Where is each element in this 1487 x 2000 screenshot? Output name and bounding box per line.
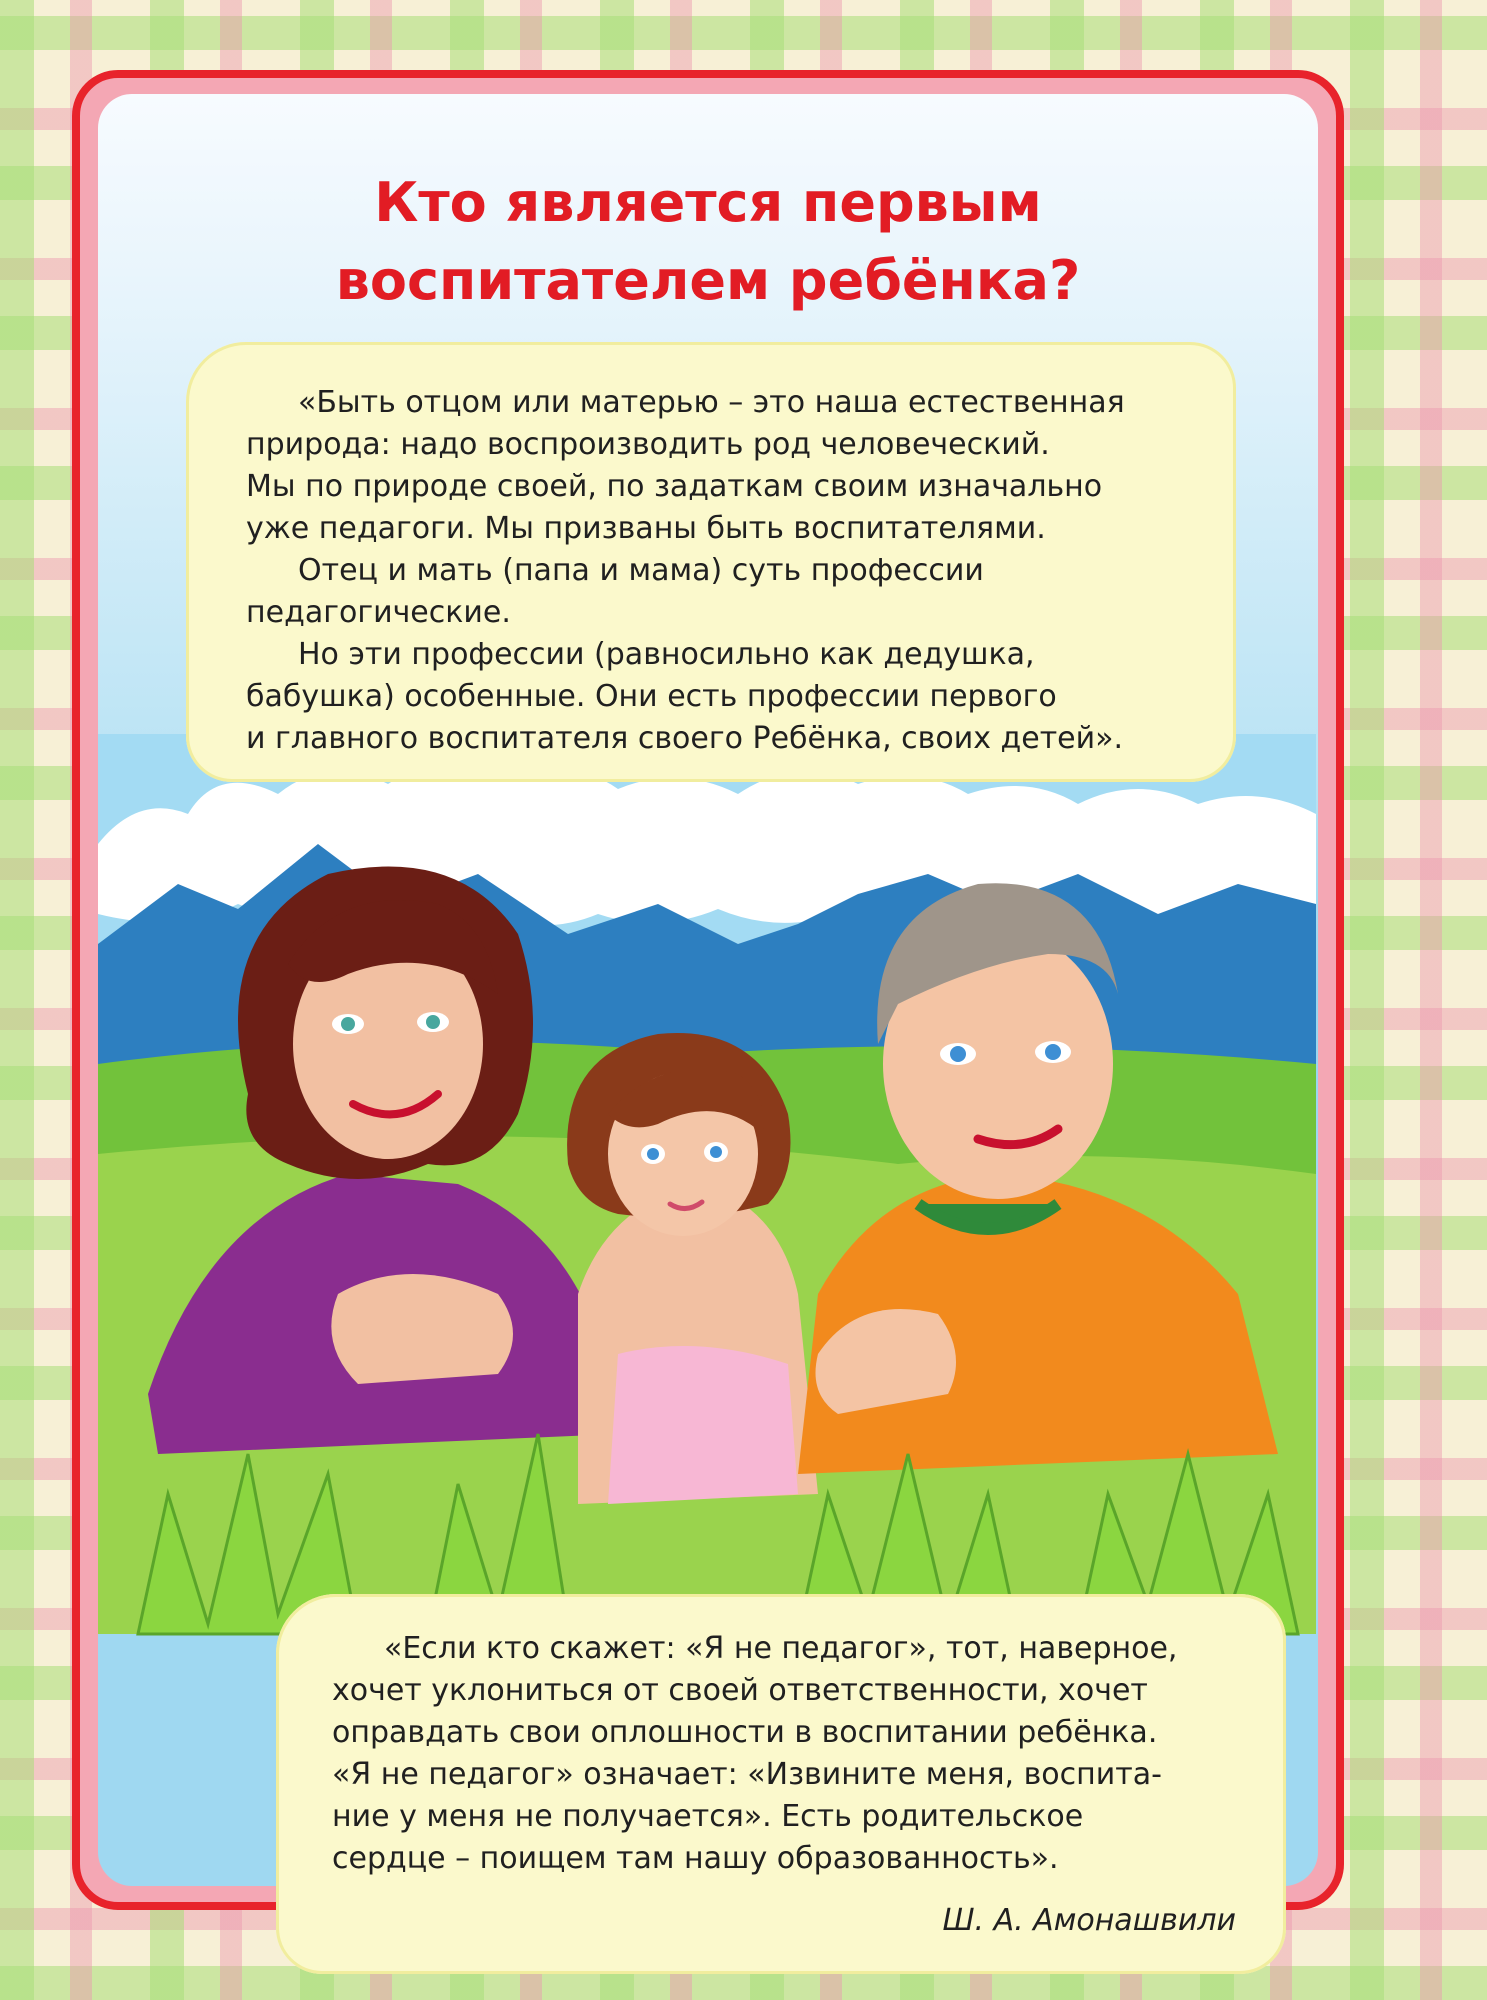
quote-top-line: и главного воспитателя своего Ребёнка, своих детей». bbox=[246, 721, 1124, 756]
quote-top-line: уже педагоги. Мы призваны быть воспитателями. bbox=[246, 511, 1046, 546]
quote-top-line: Но эти профессии (равносильно как дедушка, bbox=[298, 637, 1035, 672]
quote-top-line: Отец и мать (папа и мама) суть профессии bbox=[298, 553, 984, 588]
quote-top-line: бабушка) особенные. Они есть профессии первого bbox=[246, 679, 1057, 714]
title-line-2: воспитателем ребёнка? bbox=[335, 249, 1081, 312]
poster-frame bbox=[72, 70, 1344, 1938]
quote-bottom-line: ние у меня не получается». Есть родительское bbox=[332, 1799, 1084, 1834]
quote-top-line: Мы по природе своей, по задаткам своим изначально bbox=[246, 469, 1103, 504]
poster-panel bbox=[98, 94, 1318, 1938]
quote-bottom-line: оправдать свои оплошности в воспитании ребёнка. bbox=[332, 1715, 1158, 1750]
child-figure bbox=[567, 1033, 818, 1504]
title-line-1: Кто является первым bbox=[374, 171, 1042, 234]
quote-top-line: «Быть отцом или матерью – это наша естественная bbox=[298, 385, 1125, 420]
quote-top-line: педагогические. bbox=[246, 595, 511, 630]
quote-box-top bbox=[186, 342, 1236, 782]
quote-top-text bbox=[246, 382, 1206, 760]
quote-bottom-line: «Если кто скажет: «Я не педагог», тот, наверное, bbox=[384, 1631, 1178, 1666]
quote-bottom-line: хочет уклониться от своей ответственности, хочет bbox=[332, 1673, 1148, 1708]
quote-bottom-line: сердце – поищем там нашу образованность». bbox=[332, 1841, 1059, 1876]
family-illustration bbox=[98, 734, 1316, 1634]
quote-author: Ш. А. Амонашвили bbox=[942, 1903, 1236, 1938]
quote-bottom-text bbox=[332, 1628, 1262, 1880]
quote-box-bottom bbox=[276, 1594, 1286, 1974]
quote-bottom-line: «Я не педагог» означает: «Извините меня, воспита- bbox=[332, 1757, 1162, 1792]
page-title bbox=[98, 164, 1318, 320]
quote-top-line: природа: надо воспроизводить род человеческий. bbox=[246, 427, 1050, 462]
